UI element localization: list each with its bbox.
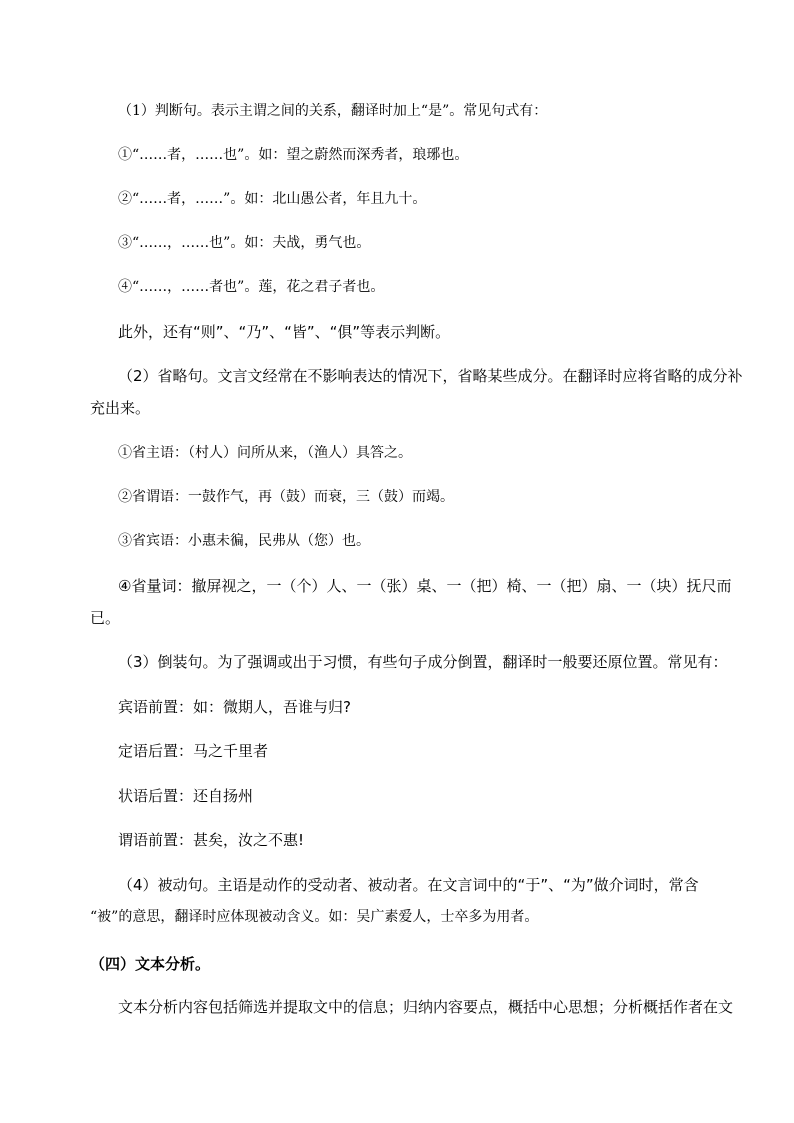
judgment-pattern-1: ①“……者，……也”。如：望之蔚然而深秀者，琅琊也。 [118,147,469,163]
section-four-body: 文本分析内容包括筛选并提取文中的信息；归纳内容要点，概括中心思想；分析概括作者在文 [118,998,734,1016]
judgment-pattern-4: ④“……，……者也”。莲，花之君子者也。 [118,279,385,295]
ellipsis-predicate: ②省谓语：一鼓作气，再（鼓）而衰，三（鼓）而竭。 [118,489,454,505]
ellipsis-sentence-intro: （2）省略句。文言文经常在不影响表达的情况下，省略某些成分。在翻译时应将省略的成分补 [118,367,743,385]
inversion-adverbial-post: 状语后置：还自扬州 [118,787,254,805]
judgment-sentence-intro: （1）判断句。表示主谓之间的关系，翻译时加上“是”。常见句式有： [118,103,548,119]
judgment-extra-note: 此外，还有“则”、“乃”、“皆”、“俱”等表示判断。 [118,323,451,341]
ellipsis-object: ③省宾语：小惠未徧，民弗从（您）也。 [118,533,370,549]
judgment-pattern-2: ②“……者，……”。如：北山愚公者，年且九十。 [118,191,427,207]
passive-sentence-intro: （4）被动句。主语是动作的受动者、被动者。在文言词中的“于”、“为”做介词时，常含 [118,876,699,894]
ellipsis-subject: ①省主语：（村人）问所从来，（渔人）具答之。 [118,445,412,461]
inversion-predicate-front: 谓语前置：甚矣，汝之不惠! [118,831,305,849]
inversion-sentence-intro: （3）倒装句。为了强调或出于习惯，有些句子成分倒置，翻译时一般要还原位置。常见有： [118,653,728,671]
judgment-pattern-3: ③“……，……也”。如：夫战，勇气也。 [118,235,371,251]
passive-sentence-intro-cont: “被”的意思，翻译时应体现被动含义。如：吴广素爱人，士卒多为用者。 [90,909,539,925]
ellipsis-measure-word-cont: 已。 [90,609,121,627]
ellipsis-measure-word: ④省量词：撤屏视之，一（个）人、一（张）桌、一（把）椅、一（把）扇、一（块）抚尺而 [118,577,732,595]
inversion-object-front: 宾语前置：如：微期人，吾谁与归? [118,698,351,716]
ellipsis-sentence-intro-cont: 充出来。 [90,399,151,417]
inversion-attributive-post: 定语后置：马之千里者 [118,742,269,760]
section-four-heading: （四）文本分析。 [90,955,211,973]
